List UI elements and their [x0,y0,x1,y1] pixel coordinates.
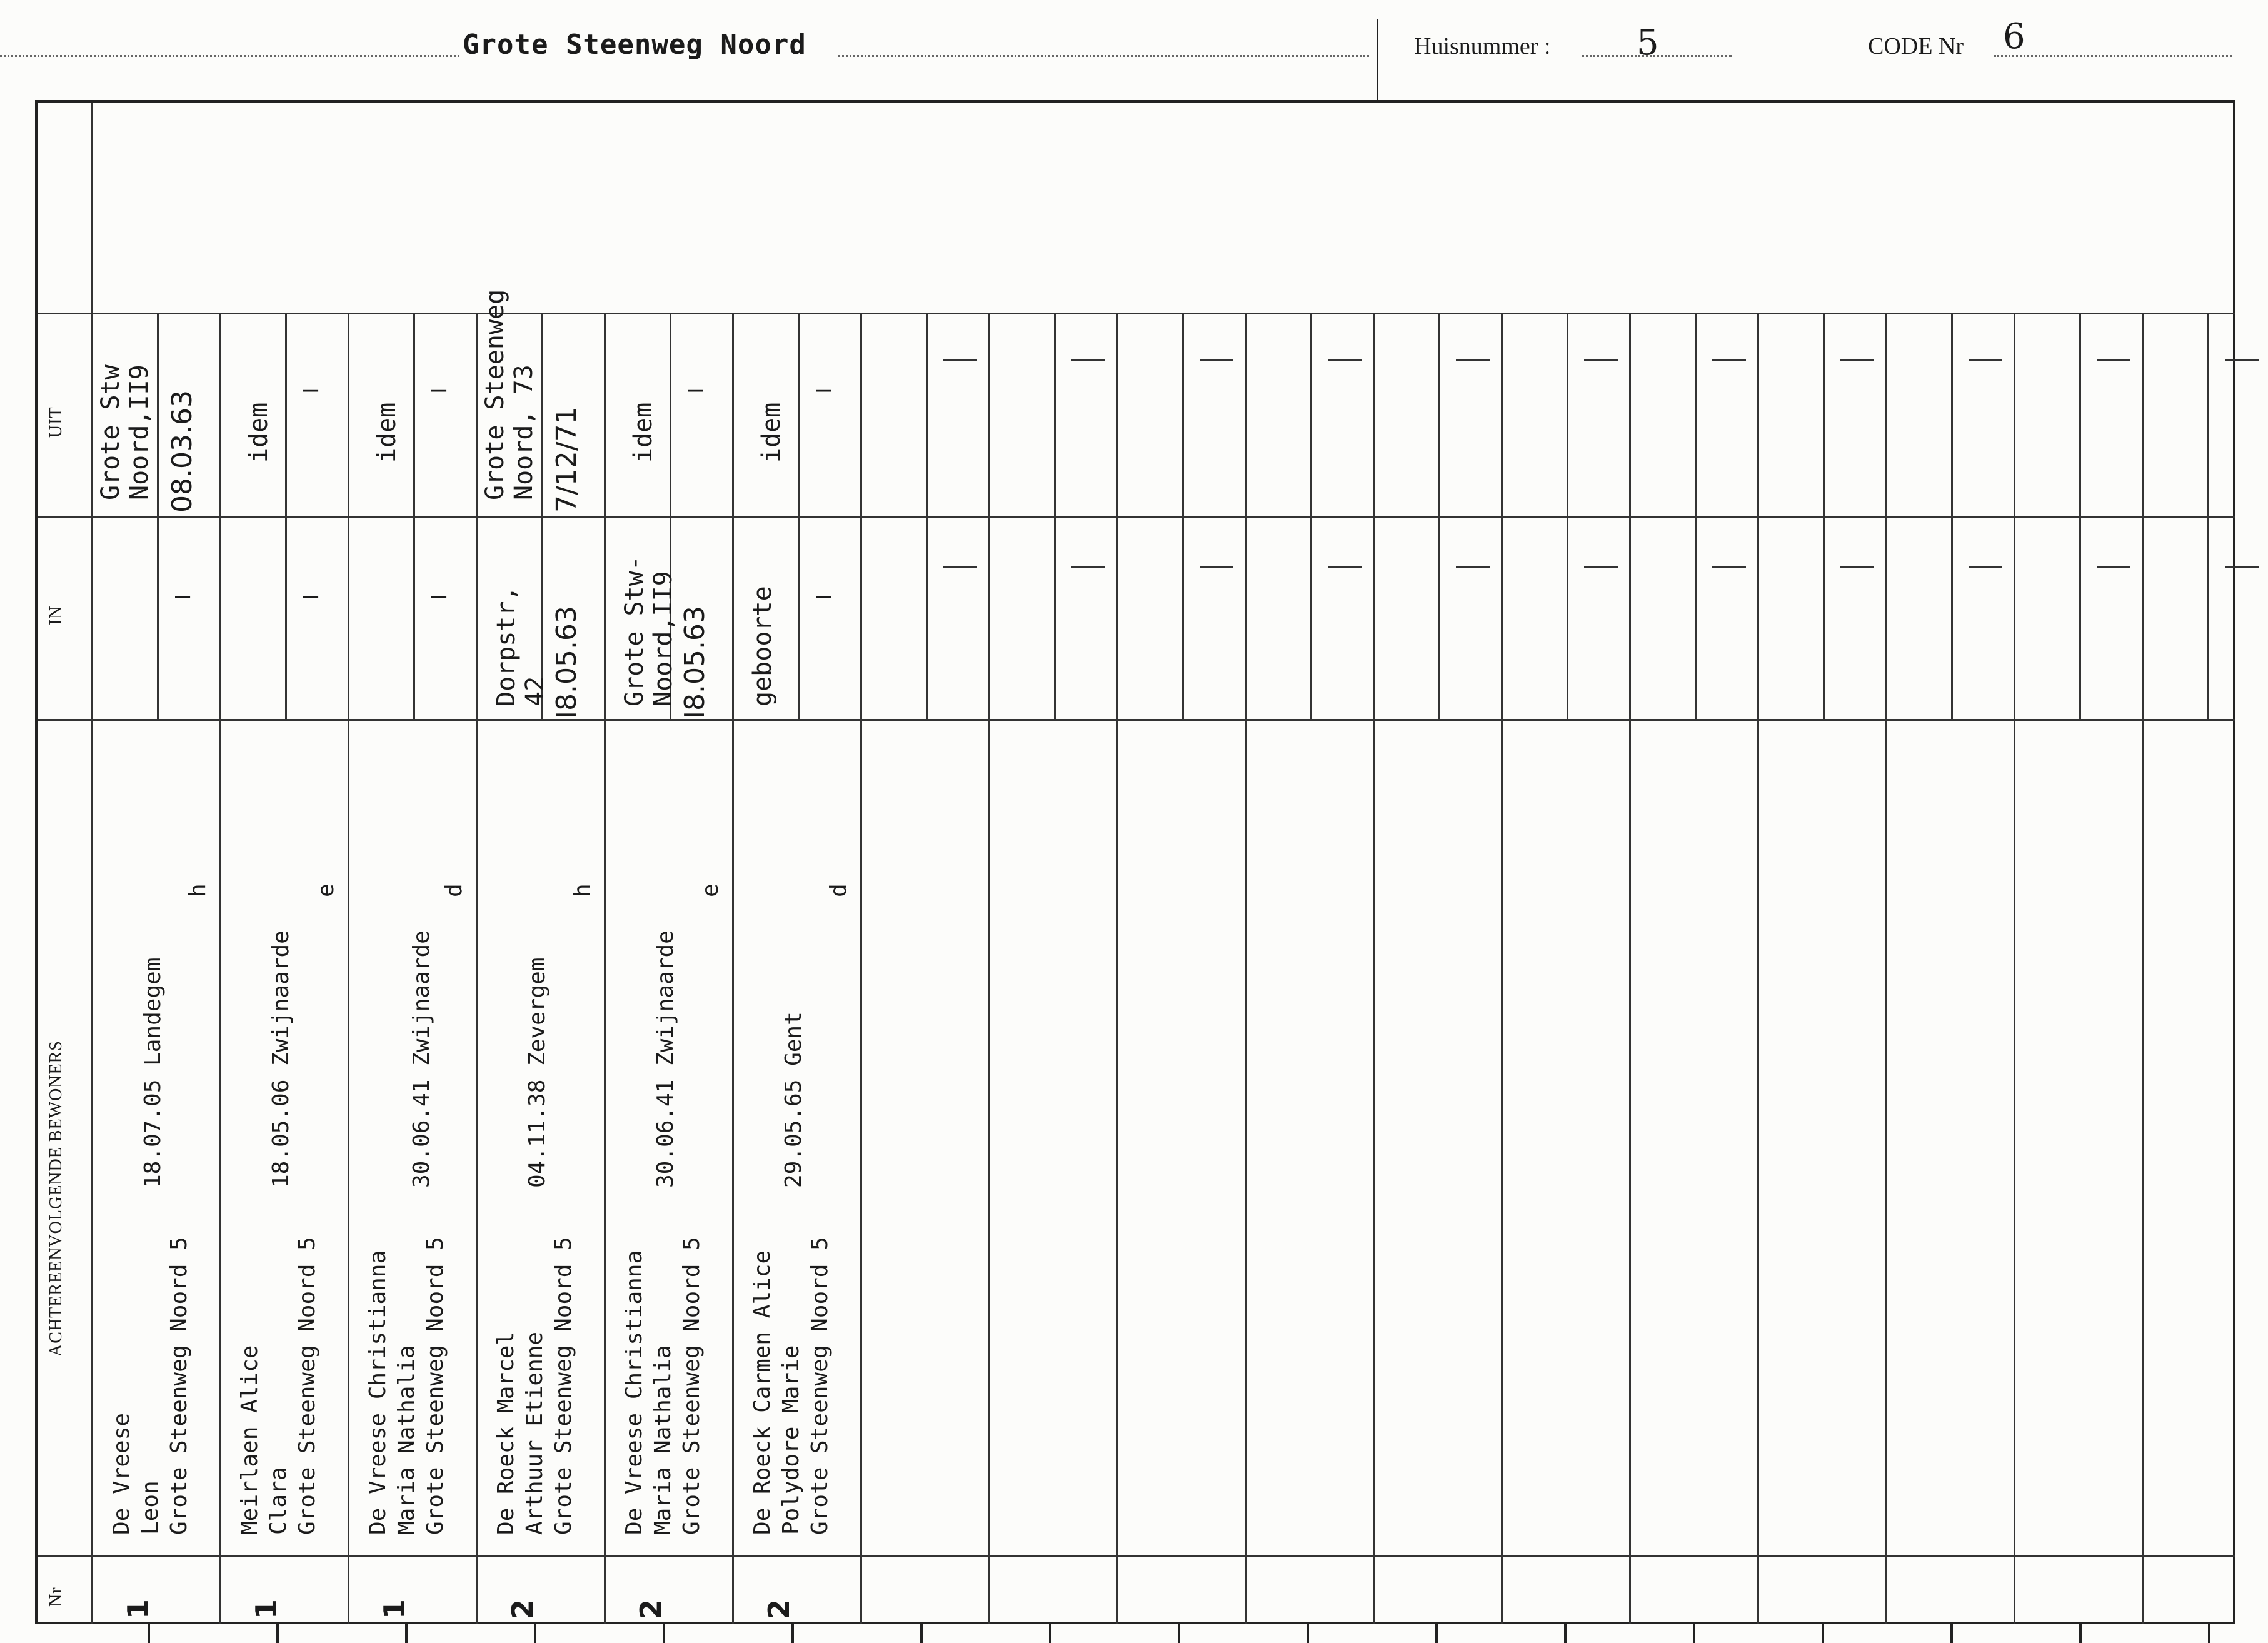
entry-column-divider [604,313,606,1624]
date-subcolumn-divider [798,313,800,719]
uit-place: Noord, 73 [509,364,538,500]
empty-mark-in [1456,566,1490,568]
uit-date-empty: — [688,375,703,404]
resident-nr: 1 [249,1599,283,1619]
in-place: Dorpstr, [492,586,521,706]
bottom-tick [1307,1624,1309,1643]
header-dotted-line [838,55,1369,57]
uit-date: 08.03.63 [166,390,198,513]
date-subcolumn-divider [285,313,287,719]
resident-name-line: Maria Nathalia [650,1345,676,1535]
resident-birth: 29.05.65 Gent [781,1012,806,1188]
date-subcolumn-divider [541,313,543,719]
bottom-tick [663,1624,665,1643]
resident-birth: 04.11.38 Zevergem [524,957,550,1188]
bottom-tick [1950,1624,1953,1643]
empty-mark-uit [1328,359,1362,361]
in-date-empty: — [303,581,319,610]
code-value: 6 [2003,16,2025,57]
section-line-label [38,313,91,314]
resident-relation: e [698,883,723,897]
date-subcolumn-divider [1054,313,1056,719]
resident-relation: h [570,883,595,897]
entry-column-divider [1629,313,1631,1624]
nr-label: Nr [46,1587,66,1607]
empty-mark-uit [1456,359,1490,361]
empty-mark-in [1328,566,1362,568]
resident-name-line: Leon [138,1480,163,1535]
resident-nr: 2 [506,1599,539,1619]
in-date: I8.05.63 [551,606,583,719]
resident-name-line: De Roeck Marcel [493,1331,519,1535]
date-subcolumn-divider [1823,313,1825,719]
in-date-empty: — [431,581,447,610]
bottom-tick [1564,1624,1567,1643]
empty-mark-uit [2225,359,2259,361]
entry-column-divider [219,313,221,1624]
empty-mark-in [2097,566,2130,568]
uit-place: idem [629,402,658,463]
entry-column-divider [1757,313,1759,1624]
entry-column-divider [988,313,990,1624]
bottom-tick [2079,1624,2082,1643]
entry-column-divider [1885,313,1887,1624]
in-date-empty: — [816,581,831,610]
uit-place: Grote Steenweg [481,289,509,500]
empty-mark-in [943,566,977,568]
empty-mark-uit [1712,359,1746,361]
bottom-tick [405,1624,408,1643]
uit-place: idem [244,402,273,463]
uit-label: UIT [46,406,66,438]
resident-name-line: Maria Nathalia [394,1345,419,1535]
in-date-empty: — [175,581,191,610]
resident-name-line: De Roeck Carmen Alice [750,1250,775,1535]
date-subcolumn-divider [1310,313,1312,719]
empty-mark-uit [1840,359,1874,361]
resident-name-line: Polydore Marie [778,1345,804,1535]
code-label: CODE Nr [1868,33,1964,59]
in-label: IN [46,605,66,625]
huisnummer-label: Huisnummer : [1414,33,1551,59]
resident-name-line: Clara [266,1467,291,1535]
date-subcolumn-divider [1567,313,1568,719]
section-line-in [38,516,2235,518]
resident-name-line: Meirlaen Alice [237,1345,263,1535]
uit-place: Grote Stw [96,364,125,500]
entry-column-divider [1116,313,1118,1624]
header-separator [1377,19,1378,100]
in-place: geboorte [748,586,777,706]
empty-mark-uit [2097,359,2130,361]
resident-relation: h [185,883,211,897]
in-date: I8.05.63 [679,606,711,719]
header-dotted-line [1994,55,2232,57]
resident-nr: 1 [121,1599,155,1619]
empty-mark-uit [1584,359,1618,361]
in-place: Noord,II9 [649,571,678,706]
bottom-tick [1693,1624,1695,1643]
bottom-tick [276,1624,279,1643]
resident-name-line: Arthuur Etienne [522,1331,548,1535]
resident-birth: 30.06.41 Zwijnaarde [409,930,434,1188]
resident-name-line: Grote Steenweg Noord 5 [551,1237,576,1535]
empty-mark-in [1071,566,1105,568]
bottom-tick [148,1624,150,1643]
section-line-nr [38,1555,2235,1557]
date-subcolumn-divider [2207,313,2209,719]
resident-name-line: Grote Steenweg Noord 5 [166,1237,192,1535]
uit-date: 7/12/71 [551,406,583,513]
resident-name-line: De Vreese Christianna [365,1250,391,1535]
uit-date-empty: — [816,375,831,404]
date-subcolumn-divider [1182,313,1184,719]
resident-name-line: Grote Steenweg Noord 5 [294,1237,320,1535]
bottom-tick [1822,1624,1824,1643]
empty-mark-in [1969,566,2002,568]
bottom-tick [920,1624,923,1643]
date-subcolumn-divider [1951,313,1953,719]
uit-place: idem [373,402,401,463]
resident-relation: d [441,883,467,897]
bottom-tick [534,1624,536,1643]
date-subcolumn-divider [413,313,415,719]
bottom-tick [791,1624,794,1643]
uit-date-empty: — [431,375,447,404]
entry-column-divider [1373,313,1375,1624]
huisnummer-value: 5 [1637,23,1659,63]
resident-nr: 2 [634,1599,668,1619]
date-subcolumn-divider [1438,313,1440,719]
entry-column-divider [2014,313,2015,1624]
entry-column-divider [860,313,862,1624]
empty-mark-in [1584,566,1618,568]
entry-column-divider [1501,313,1503,1624]
label-column-divider [91,103,93,1624]
resident-relation: d [826,883,851,897]
empty-mark-in [1200,566,1233,568]
empty-mark-uit [1969,359,2002,361]
resident-name-line: Grote Steenweg Noord 5 [423,1237,448,1535]
uit-date-empty: — [303,375,319,404]
section-line-residents [38,719,2235,721]
resident-name-line: De Vreese [109,1412,134,1535]
resident-nr: 1 [378,1599,411,1619]
in-place: 42 [521,676,549,706]
bottom-tick [1178,1624,1180,1643]
resident-birth: 18.05.06 Zwijnaarde [268,930,294,1188]
date-subcolumn-divider [157,313,159,719]
entry-column-divider [476,313,478,1624]
empty-mark-in [2225,566,2259,568]
resident-birth: 30.06.41 Zwijnaarde [653,930,678,1188]
entry-column-divider [348,313,349,1624]
date-subcolumn-divider [1695,313,1697,719]
header-dotted-line [0,55,459,57]
empty-mark-uit [943,359,977,361]
uit-place: idem [757,402,786,463]
bottom-tick [1435,1624,1438,1643]
entry-column-divider [2142,313,2144,1624]
resident-name-line: Grote Steenweg Noord 5 [679,1237,705,1535]
empty-mark-in [1712,566,1746,568]
empty-mark-uit [1071,359,1105,361]
resident-name-line: Grote Steenweg Noord 5 [807,1237,833,1535]
street-name: Grote Steenweg Noord [463,29,806,61]
entry-column-divider [1245,313,1247,1624]
uit-place: Noord,II9 [125,364,154,500]
resident-relation: e [313,883,339,897]
bottom-tick [2208,1624,2210,1643]
bottom-tick [1049,1624,1051,1643]
resident-name-line: De Vreese Christianna [621,1250,647,1535]
empty-mark-uit [1200,359,1233,361]
resident-birth: 18.07.05 Landegem [140,957,166,1188]
empty-mark-in [1840,566,1874,568]
date-subcolumn-divider [2079,313,2081,719]
in-place: Grote Stw- [620,556,649,706]
date-subcolumn-divider [926,313,928,719]
residents-label: ACHTEREENVOLGENDE BEWONERS [46,1040,66,1357]
resident-nr: 2 [762,1599,796,1619]
entry-column-divider [732,313,734,1624]
